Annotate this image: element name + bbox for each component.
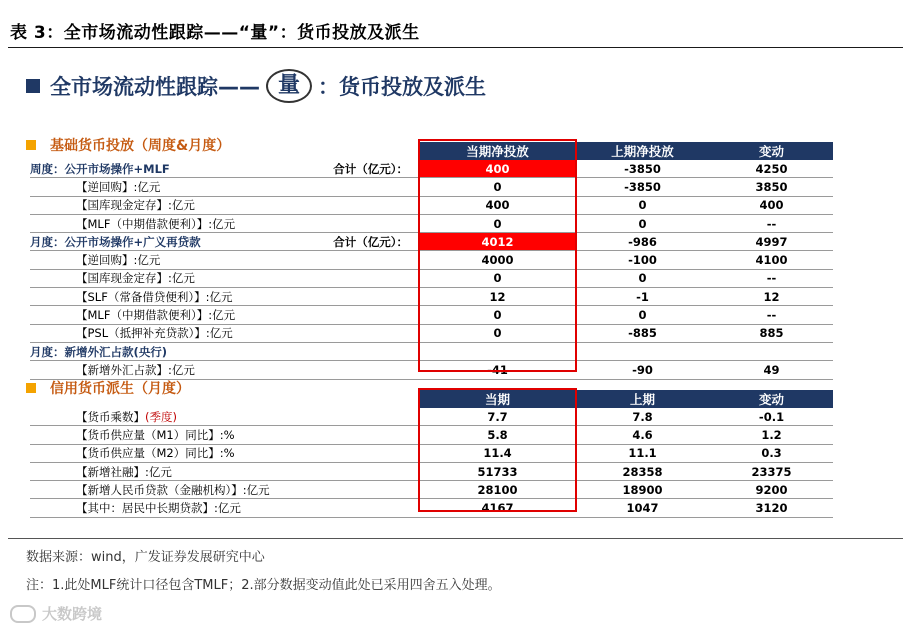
header-current: 当期净投放 bbox=[420, 142, 575, 160]
table-row: 【逆回购】:亿元 0 -3850 3850 bbox=[30, 178, 833, 196]
header-current: 当期 bbox=[420, 390, 575, 408]
title-square-icon bbox=[26, 79, 40, 93]
section2-heading-text: 信用货币派生（月度） bbox=[50, 381, 190, 397]
header-previous: 上期 bbox=[575, 390, 710, 408]
footnote: 注：1.此处MLF统计口径包含TMLF；2.部分数据变动值此处已采用四舍五入处理。 bbox=[26, 578, 501, 593]
watermark bbox=[10, 603, 102, 624]
table-row: 【货币供应量（M2）同比】:% 11.4 11.1 0.3 bbox=[30, 444, 833, 462]
table-row: 【其中：居民中长期贷款】:亿元 4167 1047 3120 bbox=[30, 499, 833, 517]
table-row: 月度：公开市场操作+广义再贷款 合计（亿元）： 4012 -986 4997 bbox=[30, 233, 833, 251]
table-row: 周度：公开市场操作+MLF 合计（亿元）： 400 -3850 4250 bbox=[30, 160, 833, 178]
section1-heading-text: 基础货币投放（周度&月度） bbox=[50, 138, 231, 154]
current-column-highlight-box bbox=[418, 139, 577, 372]
table-row: 【MLF（中期借款便利）】:亿元 0 0 -- bbox=[30, 214, 833, 232]
table-row: 【国库现金定存】:亿元 400 0 400 bbox=[30, 196, 833, 214]
current-column-highlight-box bbox=[418, 388, 577, 512]
table-row: 【逆回购】:亿元 4000 -100 4100 bbox=[30, 251, 833, 269]
table-row: 【SLF（常备借贷便利）】:亿元 12 -1 12 bbox=[30, 288, 833, 306]
table-row: 【货币供应量（M1）同比】:% 5.8 4.6 1.2 bbox=[30, 426, 833, 444]
slide-title-circled: 量 bbox=[266, 69, 312, 103]
table-row: 【新增社融】:亿元 51733 28358 23375 bbox=[30, 462, 833, 480]
title-divider bbox=[8, 47, 903, 48]
table-row: 月度：新增外汇占款(央行) bbox=[30, 342, 833, 360]
footer-divider bbox=[8, 538, 903, 539]
table-row: 【新增人民币贷款（金融机构）】:亿元 28100 18900 9200 bbox=[30, 481, 833, 499]
table-row: 【PSL（抵押补充贷款）】:亿元 0 -885 885 bbox=[30, 324, 833, 342]
watermark-text: 大数跨境 bbox=[42, 605, 103, 623]
table-row: 【新增外汇占款】:亿元 -41 -90 49 bbox=[30, 361, 833, 379]
data-source: 数据来源：wind，广发证券发展研究中心 bbox=[26, 550, 265, 565]
slide-title-prefix: 全市场流动性跟踪—— bbox=[50, 75, 260, 99]
header-previous: 上期净投放 bbox=[575, 142, 710, 160]
header-change: 变动 bbox=[710, 390, 833, 408]
table-row: 【国库现金定存】:亿元 0 0 -- bbox=[30, 269, 833, 287]
header-change: 变动 bbox=[710, 142, 833, 160]
watermark-logo-icon bbox=[10, 605, 36, 623]
table-row: 【货币乘数】(季度) 7.7 7.8 -0.1 bbox=[30, 408, 833, 426]
slide-title bbox=[26, 68, 486, 104]
slide-title-suffix: ：货币投放及派生 bbox=[318, 75, 487, 99]
document-title: 表 3：全市场流动性跟踪——“量”：货币投放及派生 bbox=[10, 23, 420, 43]
table-row: 【MLF（中期借款便利）】:亿元 0 0 -- bbox=[30, 306, 833, 324]
